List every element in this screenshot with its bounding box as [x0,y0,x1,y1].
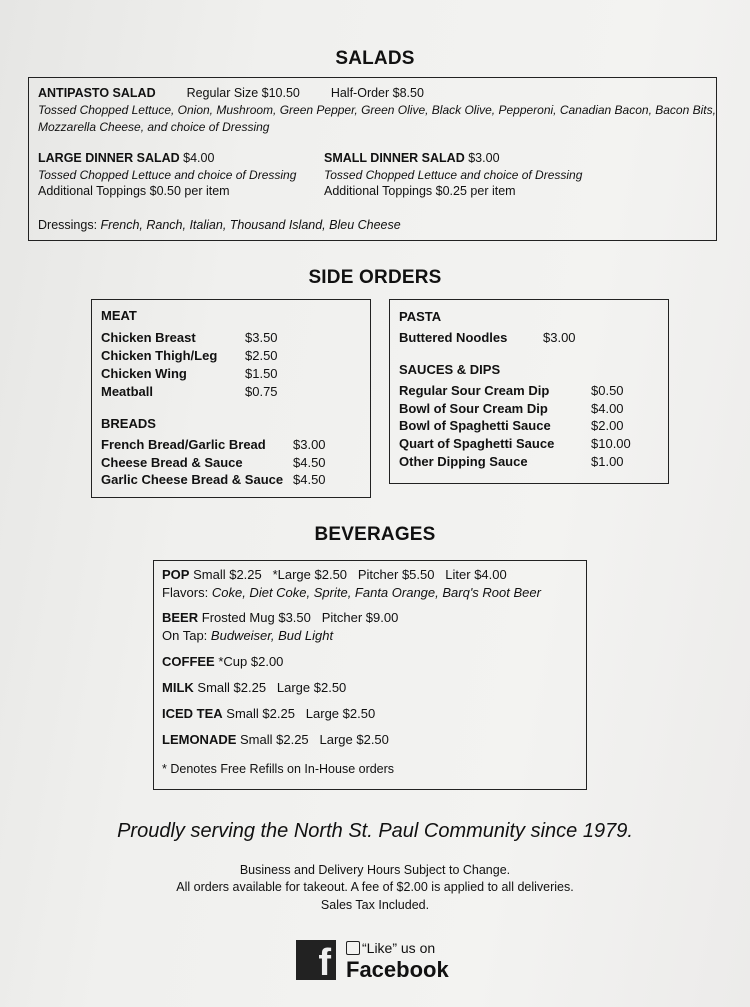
sauce-item: Other Dipping Sauce [399,454,528,469]
meat-item: Chicken Wing [101,366,187,381]
sauce-price: $10.00 [591,436,631,451]
dressings-line [38,218,401,232]
meat-header: MEAT [101,308,137,323]
sauce-item: Bowl of Spaghetti Sauce [399,418,551,433]
large-salad-line [38,151,214,165]
iced-tea-line [162,706,375,721]
coffee-line [162,654,283,669]
pop-name: POP [162,567,190,582]
large-salad-name: LARGE DINNER SALAD [38,151,180,165]
small-salad-line [324,151,500,165]
beverages-box [153,560,587,790]
beer-name: BEER [162,610,199,625]
bread-item: Cheese Bread & Sauce [101,455,243,470]
beer-tap-label: On Tap: [162,628,208,643]
dressings-label: Dressings: [38,218,98,232]
lemonade-name: LEMONADE [162,732,237,747]
iced-tea-name: ICED TEA [162,706,223,721]
beer-line [162,610,398,625]
pop-prices: Small $2.25 *Large $2.50 Pitcher $5.50 Liter $4.00 [193,567,507,582]
lemonade-line [162,732,389,747]
refill-note: * Denotes Free Refills on In-House orders [162,762,395,776]
iced-tea-prices: Small $2.25 Large $2.50 [226,706,376,721]
beverages-title: BEVERAGES [314,524,436,545]
sauce-item: Bowl of Sour Cream Dip [399,401,548,416]
antipasto-desc-2: Mozzarella Cheese, and choice of Dressing [38,120,270,134]
meat-item: Chicken Thigh/Leg [101,348,218,363]
small-salad-toppings: Additional Toppings $0.25 per item [324,184,516,198]
pasta-item: Buttered Noodles [399,330,508,345]
bread-price: $3.00 [293,437,326,452]
coffee-prices: *Cup $2.00 [218,654,284,669]
pasta-header: PASTA [399,309,442,324]
antipasto-line [38,86,424,100]
salads-box [28,77,717,241]
lemonade-prices: Small $2.25 Large $2.50 [240,732,389,747]
bread-item: French Bread/Garlic Bread [101,437,266,452]
sauce-price: $2.00 [591,418,624,433]
sauce-item: Quart of Spaghetti Sauce [399,436,555,451]
antipasto-desc-1: Tossed Chopped Lettuce, Onion, Mushroom, Green Pepper, Green Olive, Black Olive, Pepperoni, Canadian Bacon, Bacon Bits, [38,103,716,117]
meat-item: Chicken Breast [101,330,196,345]
side-orders-title: SIDE ORDERS [308,267,442,288]
sauces-header: SAUCES & DIPS [399,362,501,377]
antipasto-half: Half-Order $8.50 [330,86,424,100]
meat-breads-box [91,299,371,498]
coffee-name: COFFEE [162,654,215,669]
small-salad-price: $3.00 [468,151,500,165]
milk-line [162,680,346,695]
hours-note: Business and Delivery Hours Subject to Change. [239,863,511,877]
milk-name: MILK [162,680,194,695]
large-salad-price: $4.00 [183,151,215,165]
pasta-sauces-box [389,299,669,484]
beer-tap: Budweiser, Bud Light [210,628,334,643]
small-salad-name: SMALL DINNER SALAD [324,151,465,165]
breads-header: BREADS [101,416,156,431]
pop-flavors-label: Flavors: [162,585,209,600]
pop-flavors-line [162,585,541,600]
tax-note: Sales Tax Included. [320,898,430,912]
meat-price: $0.75 [245,384,278,399]
milk-prices: Small $2.25 Large $2.50 [197,680,347,695]
small-salad-desc: Tossed Chopped Lettuce and choice of Dressing [324,168,583,182]
delivery-note: All orders available for takeout. A fee of $2.00 is applied to all deliveries. [176,880,574,894]
beer-tap-line [162,628,333,643]
pasta-price: $3.00 [543,330,576,345]
facebook-like-text[interactable] [346,940,435,956]
antipasto-regular: Regular Size $10.50 [186,86,300,100]
sauce-item: Regular Sour Cream Dip [399,383,550,398]
facebook-logo-icon[interactable]: f [296,940,336,980]
antipasto-name: ANTIPASTO SALAD [38,86,156,100]
sauce-price: $4.00 [591,401,624,416]
facebook-name[interactable]: Facebook [346,957,449,982]
bread-item: Garlic Cheese Bread & Sauce [101,472,284,487]
thumbs-up-icon [346,941,360,955]
salads-title: SALADS [335,48,415,69]
pop-flavors: Coke, Diet Coke, Sprite, Fanta Orange, Barq's Root Beer [211,585,541,600]
dressings-list: French, Ranch, Italian, Thousand Island, Bleu Cheese [100,218,401,232]
beer-prices: Frosted Mug $3.50 Pitcher $9.00 [201,610,399,625]
facebook-like-label: “Like” us on [362,940,436,956]
bread-price: $4.50 [293,455,326,470]
meat-item: Meatball [101,384,154,399]
meat-price: $1.50 [245,366,278,381]
meat-price: $3.50 [245,330,278,345]
sauce-price: $0.50 [591,383,624,398]
pop-line [162,567,507,582]
meat-price: $2.50 [245,348,278,363]
large-salad-toppings: Additional Toppings $0.50 per item [38,184,230,198]
tagline: Proudly serving the North St. Paul Community since 1979. [117,820,633,842]
large-salad-desc: Tossed Chopped Lettuce and choice of Dressing [38,168,297,182]
sauce-price: $1.00 [591,454,624,469]
bread-price: $4.50 [293,472,326,487]
